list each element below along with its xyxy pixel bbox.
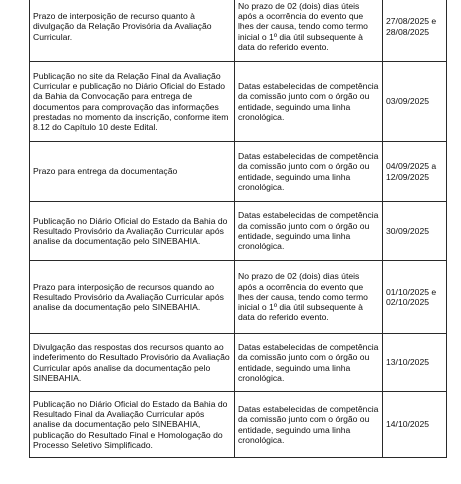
event-date: 27/08/2025 e 28/08/2025 xyxy=(383,0,447,62)
table-row xyxy=(30,142,447,202)
event-date: 03/09/2025 xyxy=(383,62,447,142)
table-row xyxy=(30,202,447,261)
event-date: 13/10/2025 xyxy=(383,334,447,392)
event-date: 04/09/2025 a 12/09/2025 xyxy=(383,142,447,202)
event-description: Prazo para entrega da documentação xyxy=(30,142,235,202)
event-date: 14/10/2025 xyxy=(383,392,447,458)
table-row xyxy=(30,261,447,334)
event-description: Publicação no Diário Oficial do Estado da Bahia do Resultado Final da Avaliação Curricular após analise da documentação pelo SINEBAHIA, publicação do Resultado Final e Homologação do Processo Seletivo Simplificado. xyxy=(30,392,235,458)
deadline-rule: Datas estabelecidas de competência da comissão junto com o órgão ou entidade, seguindo uma linha cronológica. xyxy=(235,62,383,142)
deadline-rule: Datas estabelecidas de competência da comissão junto com o órgão ou entidade, seguindo uma linha cronológica. xyxy=(235,202,383,261)
event-description: Publicação no site da Relação Final da Avaliação Curricular e publicação no Diário Oficial do Estado da Bahia da Convocação para entrega de documentos para comprovação das informações prestadas no momento da inscrição, conforme item 8.12 do Capítulo 10 deste Edital. xyxy=(30,62,235,142)
deadline-rule: No prazo de 02 (dois) dias úteis após a ocorrência do evento que lhes der causa, tendo como termo inicial o 1º dia útil subsequente à data do referido evento. xyxy=(235,0,383,62)
table-row xyxy=(30,334,447,392)
table-row xyxy=(30,392,447,458)
deadline-rule: Datas estabelecidas de competência da comissão junto com o órgão ou entidade, seguindo uma linha cronológica. xyxy=(235,142,383,202)
deadline-rule: No prazo de 02 (dois) dias úteis após a ocorrência do evento que lhes der causa, tendo como termo inicial o 1º dia útil subsequente à data do referido evento. xyxy=(235,261,383,334)
table-row xyxy=(30,62,447,142)
table-row xyxy=(30,0,447,62)
schedule-table xyxy=(29,0,447,458)
event-description: Prazo para interposição de recursos quando ao Resultado Provisório da Avaliação Curricular após analise da documentação pelo SINEBAHIA. xyxy=(30,261,235,334)
deadline-rule: Datas estabelecidas de competência da comissão junto com o órgão ou entidade, seguindo uma linha cronológica. xyxy=(235,334,383,392)
event-date: 30/09/2025 xyxy=(383,202,447,261)
event-description: Prazo de interposição de recurso quanto à divulgação da Relação Provisória da Avaliação Curricular. xyxy=(30,0,235,62)
event-date: 01/10/2025 e 02/10/2025 xyxy=(383,261,447,334)
event-description: Divulgação das respostas dos recursos quanto ao indeferimento do Resultado Provisório da Avaliação Curricular após analise da documentação pelo SINEBAHIA. xyxy=(30,334,235,392)
deadline-rule: Datas estabelecidas de competência da comissão junto com o órgão ou entidade, seguindo uma linha cronológica. xyxy=(235,392,383,458)
event-description: Publicação no Diário Oficial do Estado da Bahia do Resultado Provisório da Avaliação Curricular após analise da documentação pelo SINEBAHIA. xyxy=(30,202,235,261)
